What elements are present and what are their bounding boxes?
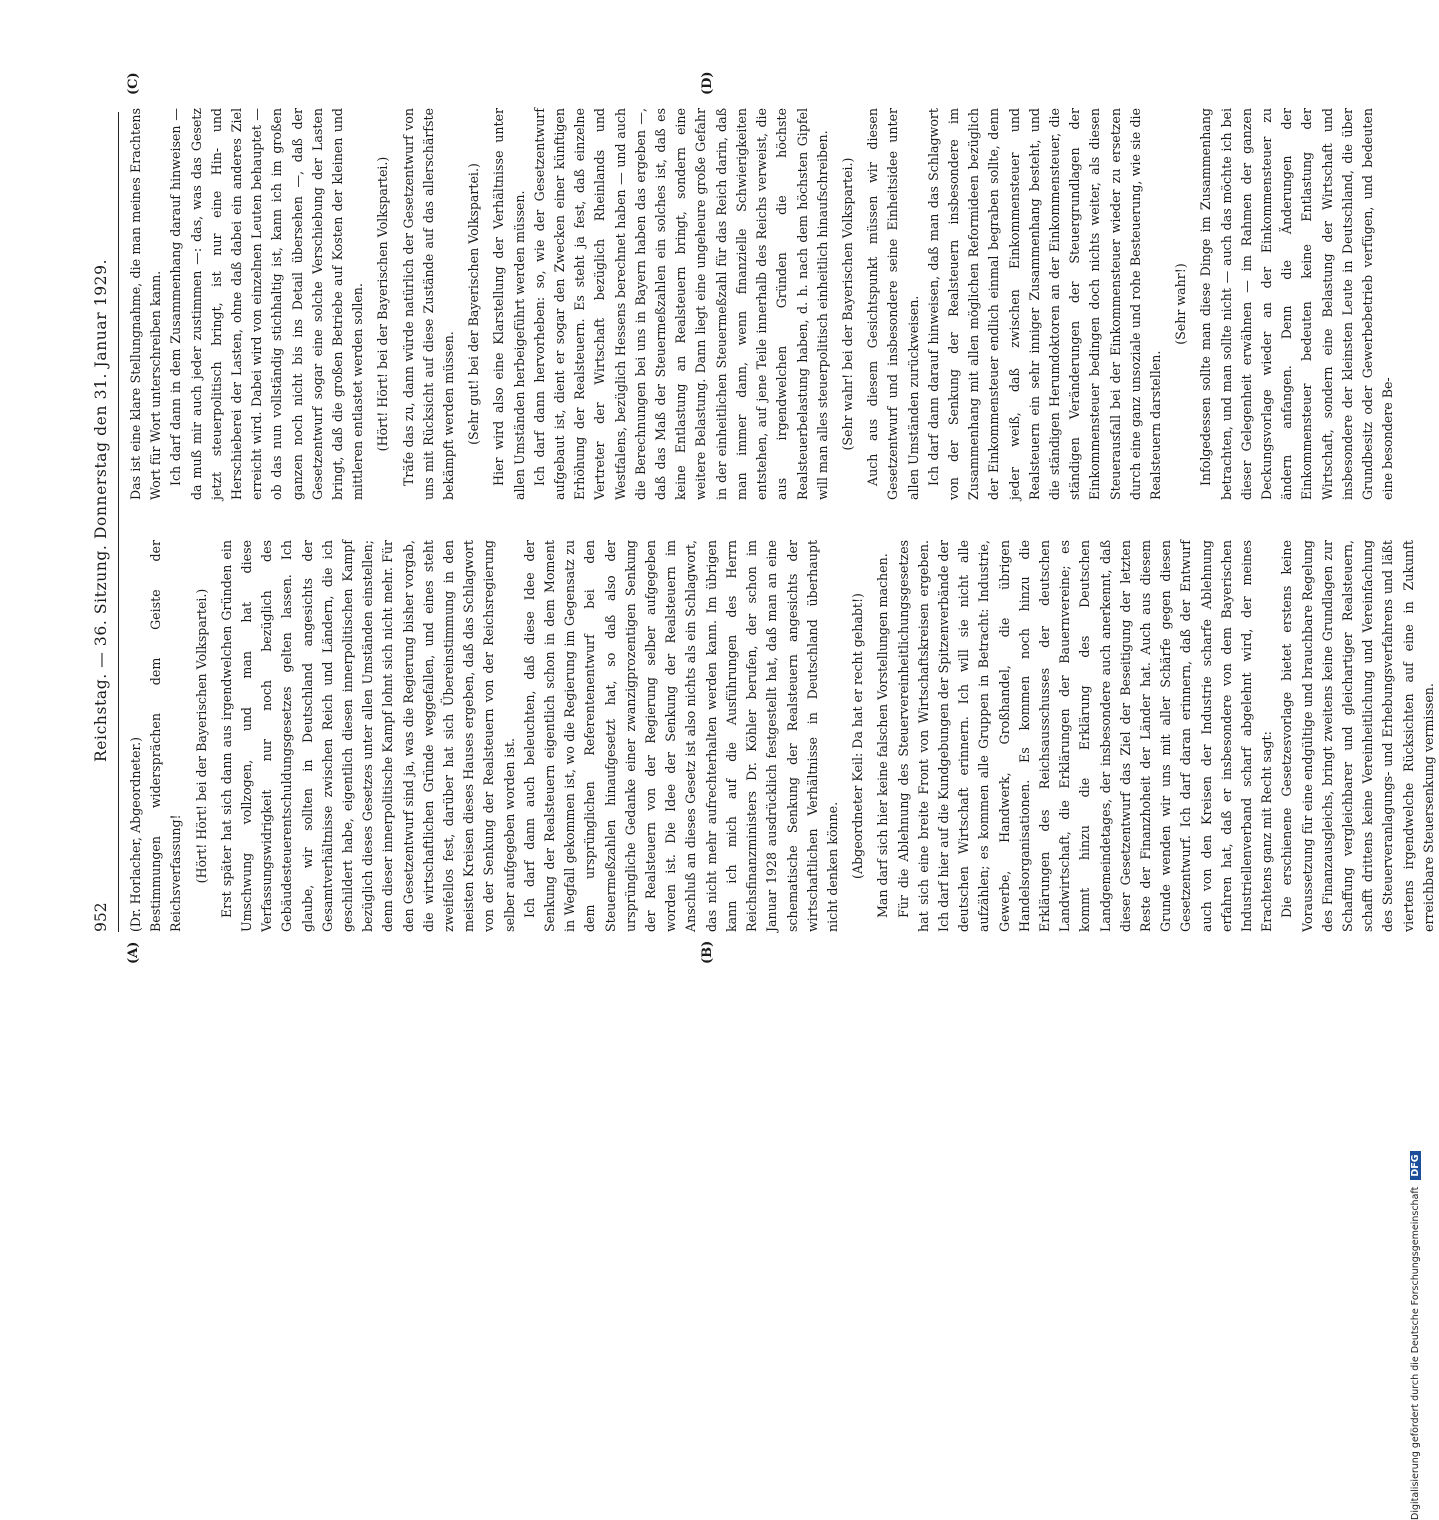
margin-mark-c: (C) [126, 72, 141, 95]
dfg-logo: DFG [1410, 1151, 1421, 1179]
paragraph: Erst später hat sich dann aus irgendwelchen Gründen ein Umschwung vollzogen, und man hat diese Verfassungswidrigkeit nur noch bezüglich des Gebäudesteuerentschuldungsgesetzes gelten lassen. Ich glaube, wir sollten in Deutschland angesichts der Gesamtverhältnisse zwischen Reich und Ländern, die ich geschildert habe, eigentlich diesen innerpolitischen Kampf bezüglich dieses Gesetzes unter allen Umständen einstellen; denn dieser innerpolitische Kampf lohnt sich nicht mehr. Für den Gesetzentwurf sind ja, was die Regierung bisher vorgab, die wirtschaftlichen Gründe weggefallen, und eines steht zweifellos fest, darüber hat sich Übereinstimmung in den meisten Kreisen dieses Hauses ergeben, daß das Schlagwort von der Senkung der Realsteuern von der Reichsregierung selber aufgegeben worden ist. [218, 540, 517, 932]
interjection: (Sehr wahr!) [1173, 263, 1189, 345]
interjection: (Hört! Hört! bei der Bayerischen Volkspartei.) [193, 588, 209, 884]
running-title: Reichstag. — 36. Sitzung. Donnerstag den 31. Januar 1929. [92, 258, 110, 762]
interjection: (Hört! Hört! bei der Bayerischen Volkspartei.) [375, 156, 391, 452]
paragraph: Ich darf dann in dem Zusammenhang darauf hinweisen — da muß mir auch jeder zustimmen —: das, was das Gesetz jetzt steuerpolitisch bringt, ist nur eine Hin- und Herschieberei der Lasten, ohne daß dabei ein anderes Ziel erreicht wird. Dabei wird von einzelnen Leuten behauptet — ob das nun vollständig stichhaltig ist, kann ich im großen ganzen noch nicht bis ins Detail übersehen —, daß der Gesetzentwurf sogar eine solche Verschiebung der Lasten bringt, daß die großen Betriebe auf Kosten der kleinen und mittleren entlastet werden sollen. [168, 108, 366, 500]
right-column [126, 108, 1398, 500]
paragraph: Für die Ablehnung des Steuervereinheitlichungsgesetzes hat sich eine breite Front von Wirtschaftskreisen ergeben. Ich darf hier auf die Kundgebungen der Spitzenverbände der deutschen Wirtschaft erinnern. Ich will sie nicht alle aufzählen; es kommen alle Gruppen in Betracht: Industrie, Gewerbe, Handwerk, Großhandel, die übrigen Handelsorganisationen. Es kommen noch hinzu die Erklärungen des Reichsausschusses der deutschen Landwirtschaft, die Erklärungen der Bauernvereine; es kommt hinzu die Erklärung des Deutschen Landgemeindetages, der insbesondere auch anerkennt, daß dieser Gesetzentwurf das Ziel der Beseitigung der letzten Reste der Finanzhoheit der Länder hat. Auch aus diesem Grunde wenden wir uns mit aller Schärfe gegen diesen Gesetzentwurf. Ich darf daran erinnern, daß der Entwurf auch von den Kreisen der Industrie scharfe Ablehnung erfahren hat, daß er insbesondere von dem Bayerischen Industriellenverband scharf abgelehnt wird, der meines Erachtens ganz mit Recht sagt: [895, 540, 1275, 932]
margin-mark-a: (A) [126, 941, 141, 964]
interjection: (Sehr gut! bei der Bayerischen Volkspartei.) [466, 163, 482, 445]
paragraph: Auch aus diesem Gesichtspunkt müssen wir diesen Gesetzentwurf und insbesondere seine Einheitsidee unter allen Umständen zurückweisen. [865, 108, 921, 500]
paragraph: Ich darf dann hervorheben: so, wie der Gesetzentwurf aufgebaut ist, dient er sogar den Zwecken einer künftigen Erhöhung der Realsteuern. Es steht ja fest, daß einzelne Vertreter der Wirtschaft bezüglich Rheinlands und Westfalens, bezüglich Hessens berechnet haben — und auch die Berechnungen bei uns in Bayern haben das ergeben —, daß das Maß der Steuermeßzahlen ein solches ist, daß es keine Entlastung an Realsteuern bringt, sondern eine weitere Belastung. Dann liegt eine ungeheure große Gefahr in der einheitlichen Steuermeßzahl für das Reich darin, daß man immer dann, wenn finanzielle Schwierigkeiten entstehen, auf jene Teile innerhalb des Reichs verweist, die aus irgendwelchen Gründen die höchste Realsteuerbelastung haben, d. h. nach dem höchsten Gipfel will man alles steuerpolitisch einheitlich hinaufschreiben. [531, 108, 830, 500]
paragraph: Man darf sich hier keine falschen Vorstellungen machen. [875, 553, 891, 918]
paragraph: Infolgedessen sollte man diese Dinge im Zusammenhang betrachten, und man sollte nicht — auch das möchte ich bei dieser Gelegenheit erwähnen — im Rahmen der ganzen Deckungsvorlage wieder an der Einkommensteuer zu ändern anfangen. Denn die Änderungen der Einkommensteuer bedeuten keine Entlastung der Wirtschaft, sondern eine Belastung der Wirtschaft und insbesondere der kleinsten Leute in Deutschland, die über Grundbesitz oder Gewerbebetrieb verfügen, und bedeuten eine besondere Be- [1198, 108, 1396, 500]
page-header [88, 112, 119, 932]
paragraph: Träfe das zu, dann würde natürlich der Gesetzentwurf von uns mit Rücksicht auf diese Zustände auf das allerschärfste bekämpft werden müssen. [400, 108, 457, 500]
speaker-heading: (Dr. Horlacher, Abgeordneter.) [128, 737, 143, 932]
page-number: 952 [92, 902, 110, 932]
margin-mark-b: (B) [700, 940, 715, 964]
paragraph: Ich darf dann auch beleuchten, daß diese Idee der Senkung der Realsteuern eigentlich schon in dem Moment in Wegfall gekommen ist, wo die Regierung im Gegensatz zu dem ursprünglichen Referentenentwurf bei den Steuermeßzahlen hinaufgesetzt hat, so daß also der ursprüngliche Gedanke einer zwanzigprozentigen Senkung der Realsteuern von der Regierung selber aufgegeben worden ist. Die Idee der Senkung der Realsteuern im Anschluß an dieses Gesetz ist also nichts als ein Schlagwort, das nicht mehr aufrechterhalten werden kann. Im übrigen kann ich mich auf die Ausführungen des Herrn Reichsfinanzministers Dr. Köhler berufen, der schon im Januar 1928 ausdrücklich festgestellt hat, daß man an eine schematische Senkung der Realsteuern angesichts der wirtschaftlichen Verhältnisse in Deutschland überhaupt nicht denken könne. [521, 540, 840, 932]
margin-mark-d: (D) [700, 71, 715, 95]
paragraph: Hier wird also eine Klarstellung der Verhältnisse unter allen Umständen herbeigeführt werden müssen. [491, 108, 527, 500]
paragraph: Ich darf dann darauf hinweisen, daß man das Schlagwort von der Senkung der Realsteuern insbesondere im Zusammenhang mit allen möglichen Reformideen bezüglich der Einkommensteuer endlich einmal begraben sollte, denn jeder weiß, daß zwischen Einkommensteuer und Realsteuern ein sehr inniger Zusammenhang besteht, und die ständigen Herumdoktoren an der Einkommensteuer, die ständigen Veränderungen der Steuergrundlagen der Einkommensteuer bedingen doch nichts weiter, als diesen Steuerausfall bei der Einkommensteuer wieder zu ersetzen durch eine ganz unsoziale und rohe Besteuerung, wie sie die Realsteuern darstellen. [925, 108, 1163, 500]
credit-text: Digitalisierung gefördert durch die Deutsche Forschungsgemeinschaft [1410, 1186, 1421, 1520]
paragraph: Das ist eine klare Stellungnahme, die man meines Erachtens Wort für Wort unterschreiben kann. [128, 108, 164, 500]
interjection: (Sehr wahr! bei der Bayerischen Volkspartei.) [839, 157, 855, 451]
interjection: (Abgeordneter Keil: Da hat er recht gehabt!) [850, 593, 866, 879]
quotation: Die erschienene Gesetzesvorlage bietet erstens keine Voraussetzung für eine endgültige und brauchbare Regelung des Finanzausgleichs, bringt zweitens keine Grundlagen zur Schaffung vergleichbarer und gleichartiger Realsteuern, schafft drittens keine Vereinheitlichung und Vereinfachung des Steuerveranlagungs- und Erhebungsverfahrens und läßt viertens irgendwelche Rücksichten auf eine in Zukunft erreichbare Steuersenkung vermissen. [1279, 540, 1436, 932]
left-column [126, 540, 1439, 932]
digitization-credit [1410, 1151, 1421, 1520]
paragraph: Bestimmungen widersprächen dem Geiste der Reichsverfassung! [148, 540, 184, 932]
